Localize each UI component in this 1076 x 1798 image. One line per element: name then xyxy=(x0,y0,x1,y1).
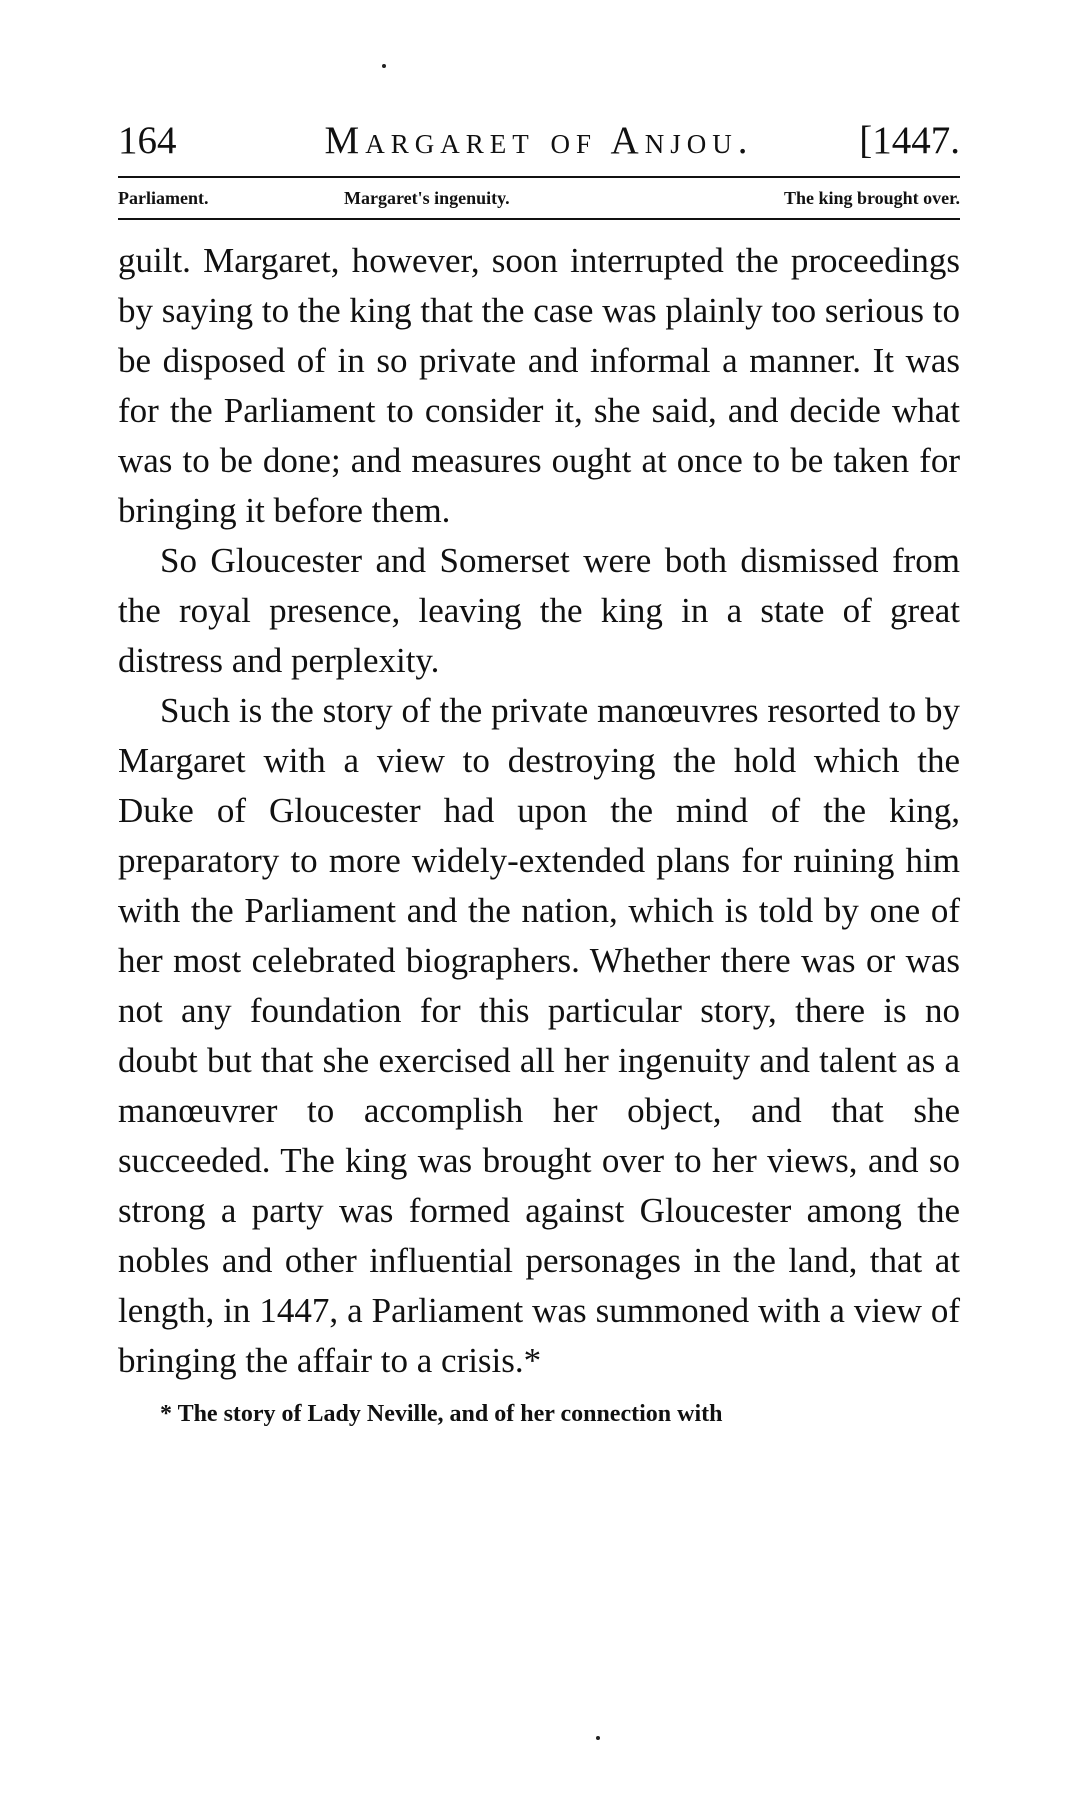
paragraph-3: Such is the story of the private manœuvres resorted to by Margaret with a view to destroying the hold which the Duke of Gloucester had upon the mind of the king, preparatory to more widely-extended plans for ruining him with the Parliament and the nation, which is told by one of her most celebrated biographers. Whether there was or was not any foundation for this particular story, there is no doubt but that she exercised all her ingenuity and talent as a manœuvrer to accomplish her object, and that she succeeded. The king was brought over to her views, and so strong a party was formed against Gloucester among the nobles and other influential personages in the land, that at length, in 1447, a Parliament was summoned with a view of bringing the affair to a crisis.* xyxy=(118,691,960,1380)
marginal-subheadings xyxy=(118,178,960,218)
print-speck-top xyxy=(382,64,386,68)
running-year: [1447. xyxy=(859,119,960,162)
running-title: Margaret of Anjou. xyxy=(324,119,754,162)
header-rule-bottom xyxy=(118,218,960,220)
subheading-king: The king brought over. xyxy=(783,188,960,208)
print-speck-bottom xyxy=(596,1736,600,1740)
body-text xyxy=(118,236,960,1386)
subheading-parliament: Parliament. xyxy=(118,188,209,208)
running-head xyxy=(118,118,960,176)
book-page xyxy=(118,118,960,1430)
page-number: 164 xyxy=(118,119,177,162)
paragraph-2: So Gloucester and Somerset were both dismissed from the royal presence, leaving the king in a state of great distress and perplexity. xyxy=(118,541,960,680)
subheading-ingenuity: Margaret's ingenuity. xyxy=(344,188,510,208)
footnote: * The story of Lady Neville, and of her connection with xyxy=(160,1401,723,1427)
paragraph-1: guilt. Margaret, however, soon interrupted the proceedings by saying to the king that the case was plainly too serious to be disposed of in so private and informal a manner. It was for the Parliament to consider it, she said, and decide what was to be done; and measures ought at once to be taken for bringing it before them. xyxy=(118,241,960,530)
